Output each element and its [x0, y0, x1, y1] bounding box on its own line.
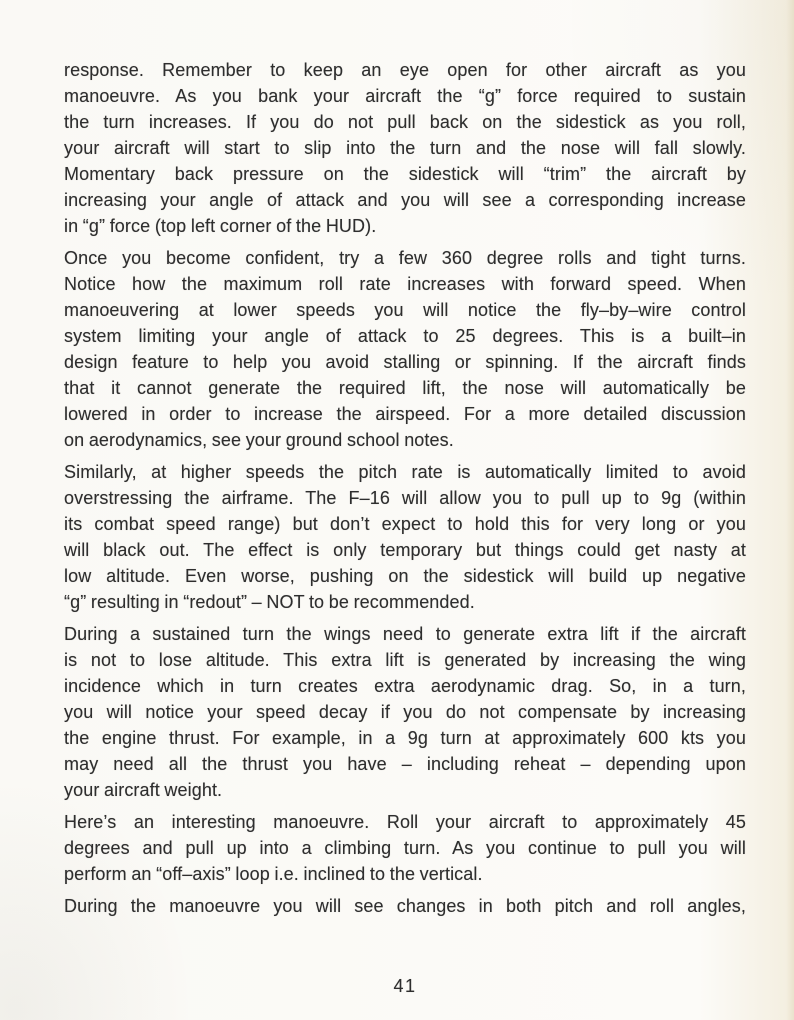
- text-line: incidence which in turn creates extra aerodynamic drag. So, in a turn,: [64, 676, 746, 696]
- text-line: lowered in order to increase the airspeed. For a more detailed discussion: [64, 404, 746, 424]
- text-line: Once you become confident, try a few 360 degree rolls and tight turns.: [64, 248, 746, 268]
- text-line: its combat speed range) but don’t expect to hold this for very long or you: [64, 514, 746, 534]
- text-line: During a sustained turn the wings need to generate extra lift if the aircraft: [64, 624, 746, 644]
- page-text-block: [64, 57, 746, 925]
- text-line: will black out. The effect is only temporary but things could get nasty at: [64, 540, 746, 560]
- text-line: your aircraft will start to slip into the turn and the nose will fall slowly.: [64, 138, 746, 158]
- paragraph: [64, 809, 746, 887]
- text-line: “g” resulting in “redout” – NOT to be recommended.: [64, 592, 475, 612]
- text-line: system limiting your angle of attack to 25 degrees. This is a built–in: [64, 326, 746, 346]
- text-line: During the manoeuvre you will see changes in both pitch and roll angles,: [64, 896, 746, 916]
- text-line: Similarly, at higher speeds the pitch rate is automatically limited to avoid: [64, 462, 746, 482]
- text-line: overstressing the airframe. The F–16 will allow you to pull up to 9g (within: [64, 488, 746, 508]
- paragraph: [64, 893, 746, 919]
- text-line: response. Remember to keep an eye open for other aircraft as you: [64, 60, 746, 80]
- text-line: low altitude. Even worse, pushing on the sidestick will build up negative: [64, 566, 746, 586]
- text-line: Momentary back pressure on the sidestick will “trim” the aircraft by: [64, 164, 746, 184]
- text-line: design feature to help you avoid stalling or spinning. If the aircraft finds: [64, 352, 746, 372]
- text-line: may need all the thrust you have – including reheat – depending upon: [64, 754, 746, 774]
- text-line: manoeuvre. As you bank your aircraft the “g” force required to sustain: [64, 86, 746, 106]
- text-line: manoeuvering at lower speeds you will notice the fly–by–wire control: [64, 300, 746, 320]
- text-line: is not to lose altitude. This extra lift is generated by increasing the wing: [64, 650, 746, 670]
- text-line: perform an “off–axis” loop i.e. inclined to the vertical.: [64, 864, 483, 884]
- paragraph: [64, 621, 746, 803]
- paragraph: [64, 245, 746, 453]
- paragraph: [64, 57, 746, 239]
- text-line: increasing your angle of attack and you will see a corresponding increase: [64, 190, 746, 210]
- text-line: in “g” force (top left corner of the HUD).: [64, 216, 377, 236]
- text-line: Notice how the maximum roll rate increases with forward speed. When: [64, 274, 746, 294]
- text-line: the turn increases. If you do not pull back on the sidestick as you roll,: [64, 112, 746, 132]
- text-line: you will notice your speed decay if you do not compensate by increasing: [64, 702, 746, 722]
- text-line: degrees and pull up into a climbing turn. As you continue to pull you will: [64, 838, 746, 858]
- paragraph: [64, 459, 746, 615]
- text-line: Here’s an interesting manoeuvre. Roll your aircraft to approximately 45: [64, 812, 746, 832]
- text-line: your aircraft weight.: [64, 780, 223, 800]
- text-line: the engine thrust. For example, in a 9g turn at approximately 600 kts you: [64, 728, 746, 748]
- text-line: that it cannot generate the required lift, the nose will automatically be: [64, 378, 746, 398]
- page-number: 41: [393, 976, 417, 996]
- text-line: on aerodynamics, see your ground school notes.: [64, 430, 454, 450]
